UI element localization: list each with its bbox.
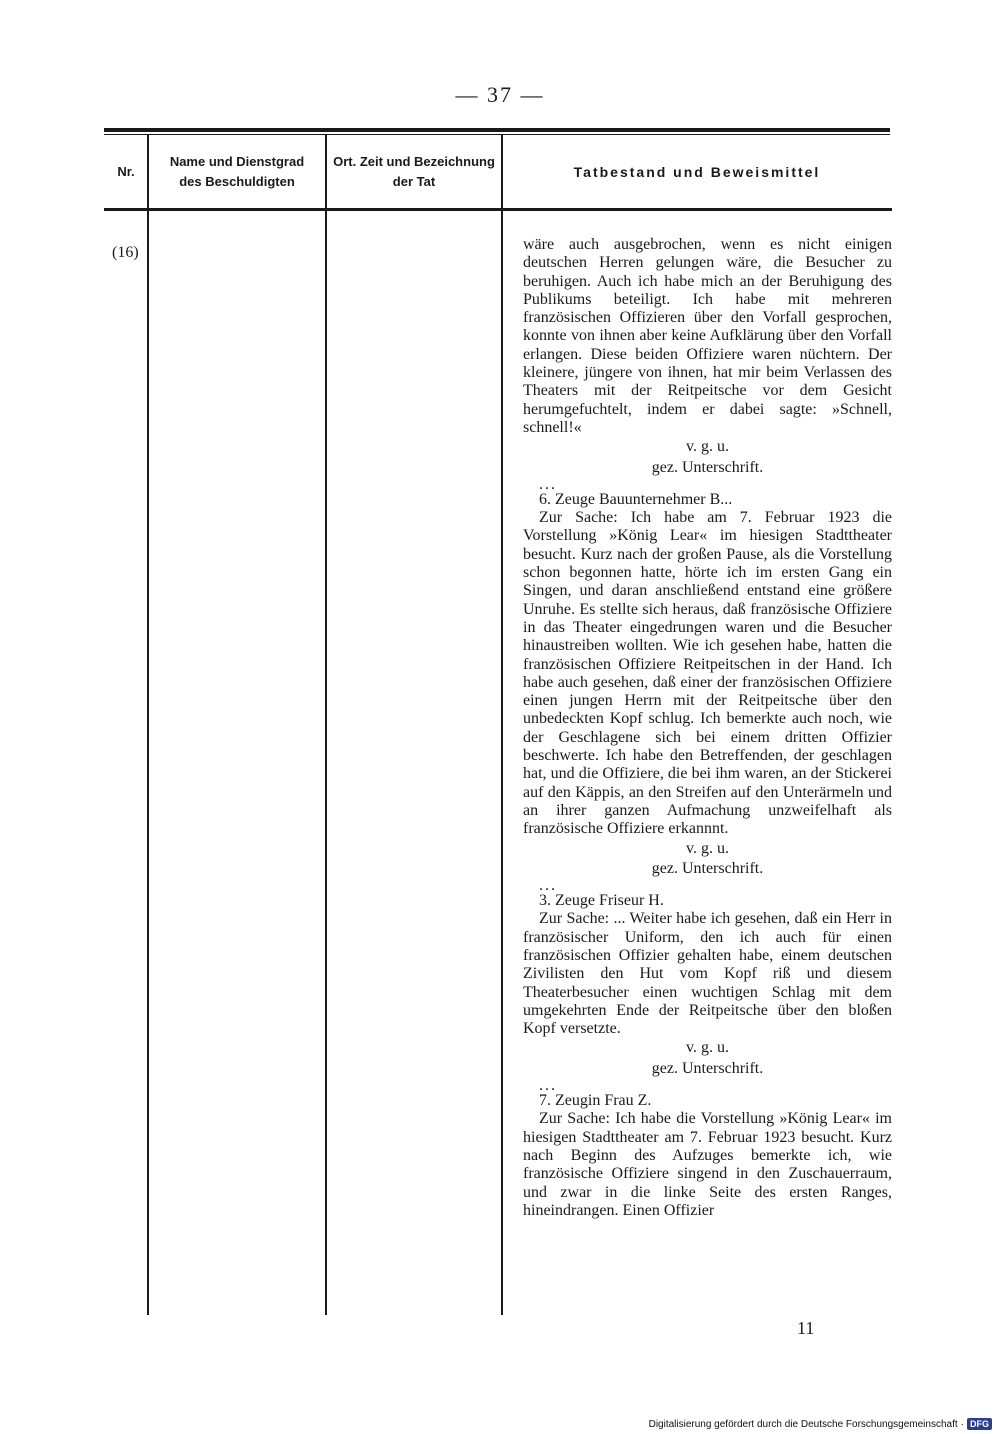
- column-divider-1: [147, 135, 149, 1315]
- column-header-name: Name und Dienstgrad des Beschuldigten: [169, 154, 305, 189]
- column-header-tatbestand: Tatbestand und Beweismittel: [573, 164, 821, 180]
- column-header-nr: Nr.: [117, 164, 135, 179]
- signature-vgu: v. g. u.: [686, 1039, 729, 1057]
- credit-text: Digitalisierung gefördert durch die Deutsche Forschungsgemeinschaft: [648, 1418, 958, 1430]
- signature-vgu: v. g. u.: [686, 839, 729, 857]
- signature-gez: gez. Unterschrift.: [651, 458, 764, 476]
- witness-6-statement: Zur Sache: Ich habe am 7. Februar 1923 die Vorstellung »König Lear« im hiesigen Stadttheater besucht. Kurz nach der großen Pause, als die Vorstellung schon begonnen hatte, hörte ich im ersten Gang ein Singen, und daran anschließend entstand eine größere Unruhe. Es stellte sich heraus, daß französische Offiziere in das Theater eingedrungen waren und die Besucher hinaustreiben wollten. Wie ich gesehen habe, hatten die französischen Offiziere Reitpeitschen in der Hand. Ich habe auch gesehen, daß einer der französischen Offiziere einen jungen Herrn mit der Reitpeitsche über den unbedeckten Kopf schlug. Ich bemerkte auch noch, wie der Geschlagene sich bei einem dritten Offizier beschwerte. Ich habe den Betreffenden, der geschlagen hat, und die Offiziere, die bei ihm waren, an der Stickerei auf den Käppis, an den Streifen auf den Unterärmeln und an ihrer ganzen Aufmachung unzweifelhaft als französische Offiziere erkannnt.: [523, 509, 892, 838]
- signature-gez: gez. Unterschrift.: [651, 1059, 764, 1077]
- witness-7-heading: 7. Zeugin Frau Z.: [539, 1092, 652, 1110]
- witness-6-heading: 6. Zeuge Bauunternehmer B...: [539, 490, 733, 508]
- column-divider-2: [325, 135, 327, 1315]
- ellipsis: ...: [539, 475, 557, 493]
- signature-vgu: v. g. u.: [686, 438, 729, 456]
- page-number: — 37 —: [455, 82, 545, 107]
- header-rule-thick: [104, 128, 890, 132]
- witness-3-heading: 3. Zeuge Friseur H.: [539, 892, 664, 910]
- column-divider-3: [501, 135, 503, 1315]
- dfg-logo-icon: DFG: [967, 1418, 992, 1430]
- column-header-ort: Ort. Zeit und Bezeichnung der Tat: [333, 154, 495, 189]
- paragraph-continuation: wäre auch ausgebrochen, wenn es nicht einigen deutschen Herren gelungen wäre, die Besucher zu beruhigen. Auch ich habe mich an der Beruhigung des Publikums beteiligt. Ich habe mit mehreren französischen Offizieren über den Vorfall gesprochen, konnte von ihnen aber keine Aufklärung über den Vorfall erlangen. Diese beiden Offiziere waren nüchtern. Der kleinere, jüngere von ihnen, hat mir beim Verlassen des Theaters mit der Reitpeitsche vor dem Gesicht herumgefuchtelt, indem er dabei sagte: »Schnell, schnell!«: [523, 236, 892, 436]
- column-header-rule: [104, 208, 892, 211]
- digitization-credit: Digitalisierung gefördert durch die Deutsche Forschungsgemeinschaft · DFG: [649, 1418, 992, 1430]
- row-number: (16): [112, 244, 139, 261]
- footer-page-number: 11: [797, 1318, 815, 1338]
- ellipsis: ...: [539, 1077, 557, 1095]
- ellipsis: ...: [539, 877, 557, 895]
- header-rule-thin: [104, 134, 890, 135]
- signature-gez: gez. Unterschrift.: [651, 859, 764, 877]
- witness-7-statement: Zur Sache: Ich habe die Vorstellung »König Lear« im hiesigen Stadttheater am 7. Februar 1923 besucht. Kurz nach Beginn des Aufzuges bemerkte ich, wie französische Offiziere singend in den Zuschauerraum, und zwar in die linke Seite des ersten Ranges, hineindrangen. Einen Offizier: [523, 1110, 892, 1219]
- testimony-text: [523, 236, 892, 1220]
- witness-3-statement: Zur Sache: ... Weiter habe ich gesehen, daß ein Herr in französischer Uniform, den ich auch für einen französischen Offizier gehalten habe, einem deutschen Zivilisten den Hut vom Kopf riß und diesem Theaterbesucher einen wuchtigen Schlag mit dem umgekehrten Ende der Reitpeitsche über den bloßen Kopf versetzte.: [523, 910, 892, 1038]
